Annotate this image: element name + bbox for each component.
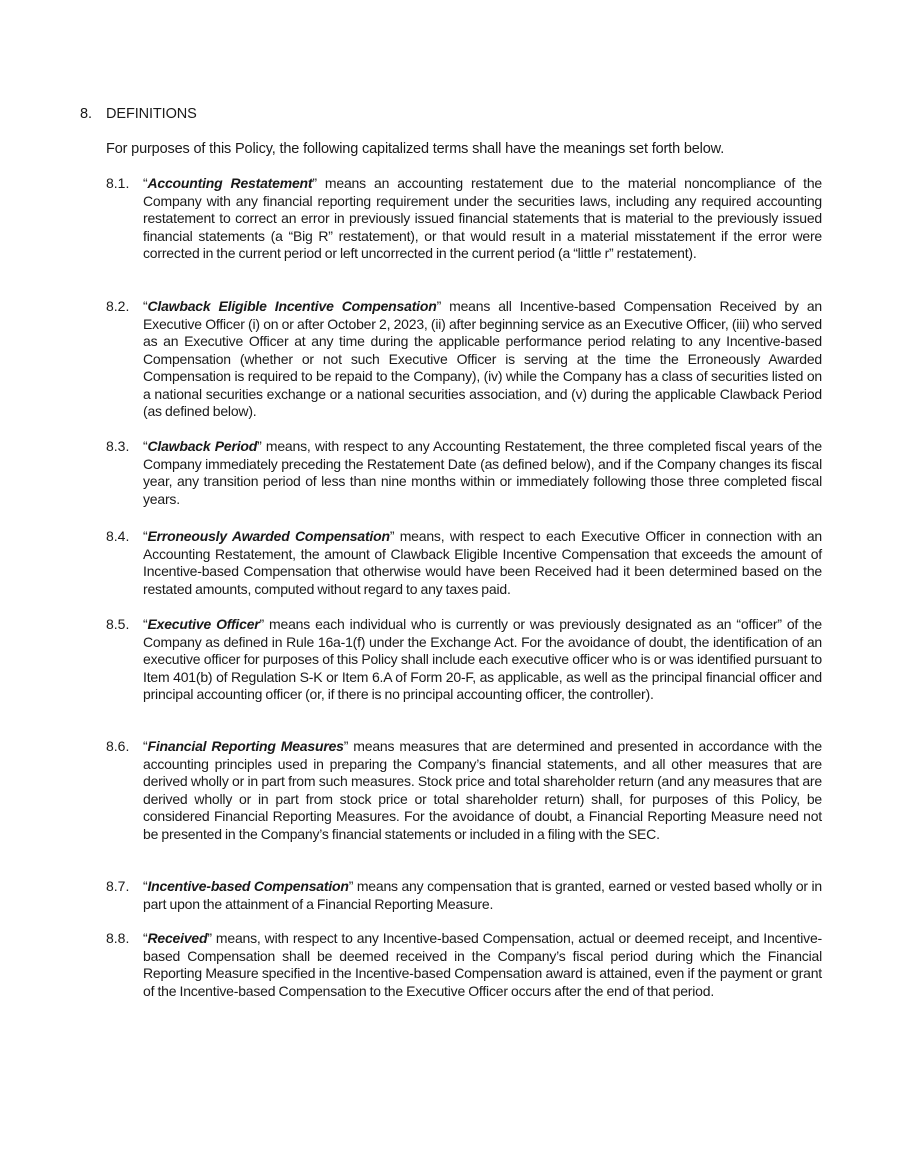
definition-text: means any compensation that is granted, earned or vested based wholly or in part upon the attainment of a Financial Reporting Measure. [143, 878, 822, 912]
definition-number: 8.6. [106, 738, 130, 754]
definition-number: 8.8. [106, 930, 130, 946]
close-quote: ” [257, 438, 262, 454]
open-quote: “ [143, 528, 148, 544]
definition-body [143, 616, 822, 704]
definition-term: Accounting Restatement [147, 175, 313, 191]
definition-term: Incentive-based Compensation [147, 878, 349, 894]
definition-item [106, 528, 822, 598]
open-quote: “ [143, 438, 148, 454]
open-quote: “ [143, 298, 148, 314]
close-quote: ” [207, 930, 212, 946]
definition-number: 8.7. [106, 878, 130, 894]
open-quote: “ [143, 175, 148, 191]
open-quote: “ [143, 930, 148, 946]
definition-text: means each individual who is currently or was previously designated as an “officer” of the Company as defined in Rule 16a-1(f) under the Exchange Act. For the avoidance of doubt, the identification of an executive officer for purposes of this Policy shall include each executive officer who is or was identified pursuant to Item 401(b) of Regulation S-K or Item 6.A of Form 20-F, as applicable, as well as the principal financial officer and principal accounting officer (or, if there is no principal accounting officer, the controller). [143, 616, 822, 702]
definition-body [143, 175, 822, 263]
open-quote: “ [143, 878, 148, 894]
definition-term: Executive Officer [147, 616, 260, 632]
close-quote: ” [436, 298, 442, 314]
definition-term: Financial Reporting Measures [147, 738, 344, 754]
definition-text: means measures that are determined and presented in accordance with the accounting principles used in preparing the Company’s financial statements, and all other measures that are derived wholly or in part from such measures. Stock price and total shareholder return (and any measures that are derived wholly or in part from stock price or total shareholder return) shall, for purposes of this Policy, be considered Financial Reporting Measures. For the avoidance of doubt, a Financial Reporting Measure need not be presented in the Company’s financial statements or included in a filing with the SEC. [143, 738, 823, 842]
section-heading [80, 106, 197, 124]
definition-body [143, 528, 822, 598]
definition-body [143, 930, 822, 1000]
definition-item [106, 738, 822, 843]
definition-term: Received [147, 930, 208, 946]
definition-item [106, 438, 822, 508]
definition-body [143, 738, 822, 843]
definition-number: 8.1. [106, 175, 130, 191]
definition-number: 8.2. [106, 298, 130, 314]
definition-text: means, with respect to each Executive Officer in connection with an Accounting Restatement, the amount of Clawback Eligible Incentive Compensation that exceeds the amount of Incentive-based Compensation that otherwise would have been Received had it been determined based on the restated amounts, computed without regard to any taxes paid. [143, 528, 822, 597]
close-quote: ” [348, 878, 354, 894]
definition-term: Erroneously Awarded Compensation [147, 528, 390, 544]
close-quote: ” [312, 175, 317, 191]
close-quote: ” [259, 616, 265, 632]
open-quote: “ [143, 616, 148, 632]
definition-item [106, 930, 822, 1000]
section-title: DEFINITIONS [106, 106, 197, 122]
definition-number: 8.5. [106, 616, 130, 632]
definition-text: means all Incentive-based Compensation Received by an Executive Officer (i) on or after October 2, 2023, (ii) after beginning service as an Executive Officer, (iii) who served as an Executive Officer at any time during the applicable performance period relating to any Incentive-based Compensation (whether or not such Executive Officer is serving at the time the Erroneously Awarded Compensation is required to be repaid to the Company), (iv) while the Company has a class of securities listed on a national securities exchange or a national securities association, and (v) during the applicable Clawback Period (as defined below). [143, 298, 822, 419]
definition-body [143, 438, 822, 508]
definition-text: means, with respect to any Incentive-based Compensation, actual or deemed receipt, and Incentive-based Compensation shall be deemed received in the Company’s fiscal period during which the Financial Reporting Measure specified in the Incentive-based Compensation award is attained, even if the payment or grant of the Incentive-based Compensation to the Executive Officer occurs after the end of that period. [143, 930, 822, 999]
definition-text: means, with respect to any Accounting Restatement, the three completed fiscal years of the Company immediately preceding the Restatement Date (as defined below), and if the Company changes its fiscal year, any transition period of less than nine months within or immediately following those three completed fiscal years. [143, 438, 822, 507]
close-quote: ” [389, 528, 395, 544]
section-number: 8. [80, 106, 92, 122]
definition-number: 8.3. [106, 438, 130, 454]
definition-term: Clawback Eligible Incentive Compensation [147, 298, 437, 314]
definition-text: means an accounting restatement due to the material noncompliance of the Company with any financial reporting requirement under the securities laws, including any required accounting restatement to correct an error in previously issued financial statements that is material to the previously issued financial statements (a “Big R” restatement), or that would result in a material misstatement if the error were corrected in the current period or left uncorrected in the current period (a “little r” restatement). [143, 175, 822, 261]
definition-item [106, 175, 822, 263]
definition-term: Clawback Period [147, 438, 258, 454]
definition-body [143, 878, 822, 913]
section-intro: For purposes of this Policy, the following capitalized terms shall have the meanings set forth below. [106, 141, 725, 157]
definition-number: 8.4. [106, 528, 130, 544]
close-quote: ” [343, 738, 349, 754]
definition-item [106, 298, 822, 421]
definition-body [143, 298, 822, 421]
definition-item [106, 616, 822, 704]
definition-item [106, 878, 822, 913]
open-quote: “ [143, 738, 148, 754]
